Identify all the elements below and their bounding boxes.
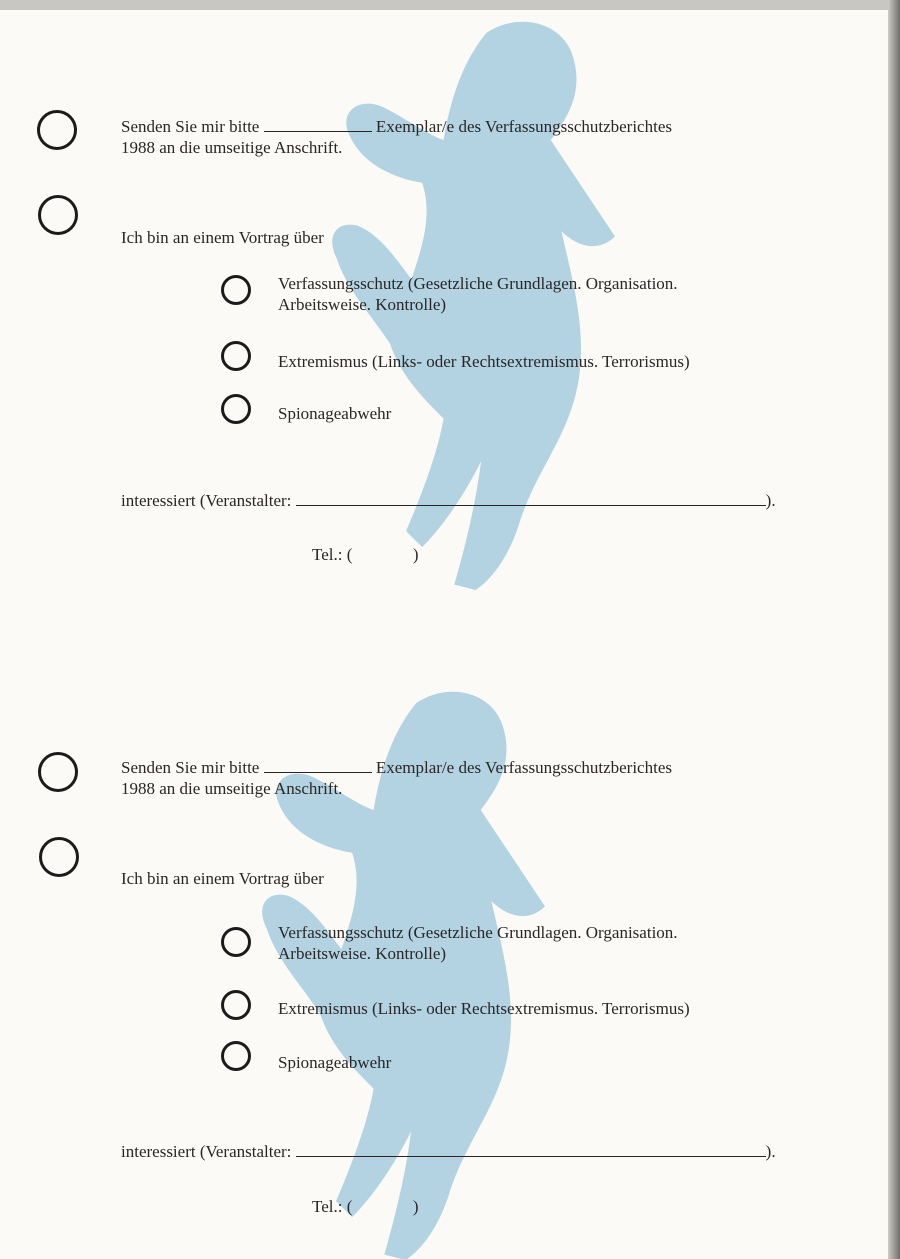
lecture-intro: Ich bin an einem Vortrag über (121, 869, 324, 888)
topic-verfassungsschutz-line-1: Verfassungsschutz (Gesetzliche Grundlagen. Organisation. (278, 923, 678, 942)
lecture-intro: Ich bin an einem Vortrag über (121, 228, 324, 247)
tel-line (312, 1196, 419, 1217)
organizer-label: interessiert (Veranstalter: (121, 1142, 292, 1161)
request-prefix: Senden Sie mir bitte (121, 758, 260, 777)
order-form-1 (0, 10, 888, 630)
request-prefix: Senden Sie mir bitte (121, 117, 260, 136)
checkbox-topic-spionageabwehr[interactable] (221, 394, 251, 424)
topic-spionageabwehr: Spionageabwehr (278, 404, 392, 423)
quantity-field[interactable] (264, 119, 372, 132)
organizer-line (121, 490, 776, 511)
tel-line (312, 544, 419, 565)
request-line-2: 1988 an die umseitige Anschrift. (121, 138, 343, 157)
checkbox-topic-verfassungsschutz[interactable] (221, 275, 251, 305)
topic-verfassungsschutz-line-2: Arbeitsweise. Kontrolle) (278, 944, 447, 963)
checkbox-request-report[interactable] (38, 752, 78, 792)
checkbox-request-report[interactable] (37, 110, 77, 150)
checkbox-topic-spionageabwehr[interactable] (221, 1041, 251, 1071)
checkbox-topic-verfassungsschutz[interactable] (221, 927, 251, 957)
organizer-close: ). (765, 491, 776, 510)
organizer-line (121, 1141, 776, 1162)
organizer-label: interessiert (Veranstalter: (121, 491, 292, 510)
topic-verfassungsschutz-line-2: Arbeitsweise. Kontrolle) (278, 295, 447, 314)
topic-extremismus: Extremismus (Links- oder Rechtsextremismus. Terrorismus) (278, 352, 690, 371)
tel-label: Tel.: ( (312, 1197, 353, 1216)
tel-close: ) (412, 545, 419, 564)
scan-right-edge (888, 0, 900, 1259)
topic-extremismus: Extremismus (Links- oder Rechtsextremismus. Terrorismus) (278, 999, 690, 1018)
topic-verfassungsschutz-line-1: Verfassungsschutz (Gesetzliche Grundlagen. Organisation. (278, 274, 678, 293)
organizer-close: ). (765, 1142, 776, 1161)
request-line-2: 1988 an die umseitige Anschrift. (121, 779, 343, 798)
checkbox-lecture-interest[interactable] (38, 195, 78, 235)
scan-top-edge (0, 0, 900, 10)
request-line-1 (121, 116, 672, 137)
request-line-1 (121, 757, 672, 778)
order-form-2 (0, 660, 888, 1259)
quantity-field[interactable] (264, 760, 372, 773)
topic-spionageabwehr: Spionageabwehr (278, 1053, 392, 1072)
checkbox-lecture-interest[interactable] (39, 837, 79, 877)
organizer-field[interactable] (296, 1144, 766, 1157)
request-suffix: Exemplar/e des Verfassungsschutzberichtes (375, 758, 672, 777)
tel-close: ) (412, 1197, 419, 1216)
organizer-field[interactable] (296, 493, 766, 506)
form-page (0, 10, 888, 1259)
request-suffix: Exemplar/e des Verfassungsschutzberichtes (375, 117, 672, 136)
checkbox-topic-extremismus[interactable] (221, 990, 251, 1020)
tel-label: Tel.: ( (312, 545, 353, 564)
checkbox-topic-extremismus[interactable] (221, 341, 251, 371)
